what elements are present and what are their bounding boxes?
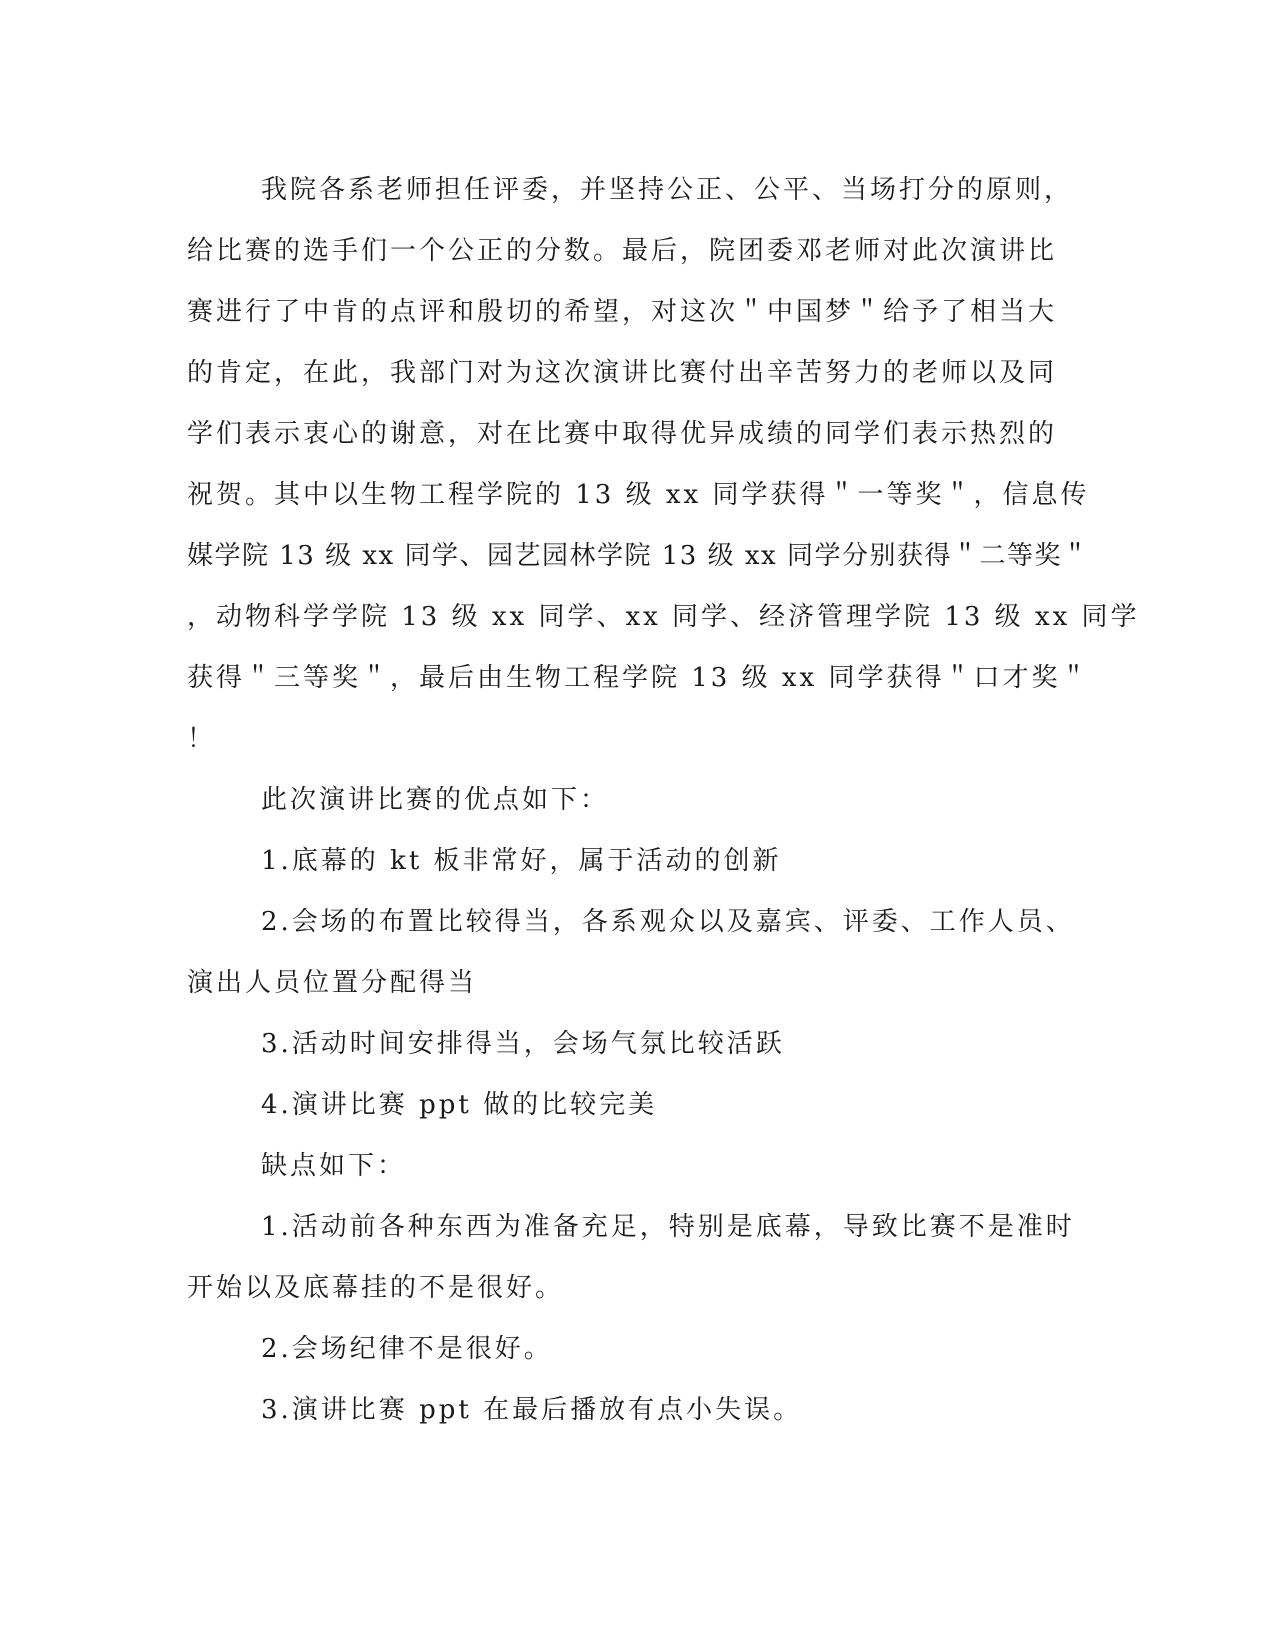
document-body — [187, 160, 1140, 1441]
advantage-item-2 — [187, 892, 1075, 1014]
paragraph-line: 我院各系老师担任评委，并坚持公正、公平、当场打分的原则， — [261, 175, 1074, 205]
paragraph-line: 演出人员位置分配得当 — [187, 968, 478, 998]
paragraph-line: 学们表示衷心的谢意，对在比赛中取得优异成绩的同学们表示热烈的 — [187, 419, 1058, 449]
paragraph-line: 祝贺。其中以生物工程学院的 13 级 xx 同学获得＂一等奖＂，信息传 — [187, 480, 1090, 510]
summary-paragraph — [187, 160, 1140, 770]
paragraph-line: 的肯定，在此，我部门对为这次演讲比赛付出辛苦努力的老师以及同 — [187, 358, 1058, 388]
disadvantages-heading: 缺点如下： — [261, 1151, 407, 1181]
paragraph-line: 2.会场的布置比较得当，各系观众以及嘉宾、评委、工作人员、 — [261, 907, 1075, 937]
paragraph-line: ！ — [187, 724, 217, 754]
disadvantage-item-3: 3.演讲比赛 ppt 在最后播放有点小失误。 — [261, 1395, 803, 1425]
paragraph-line: ，动物科学学院 13 级 xx 同学、xx 同学、经济管理学院 13 级 xx 同学 — [187, 602, 1140, 632]
paragraph-line: 赛进行了中肯的点评和殷切的希望，对这次＂中国梦＂给予了相当大 — [187, 297, 1058, 327]
advantage-item-4: 4.演讲比赛 ppt 做的比较完美 — [261, 1090, 658, 1120]
paragraph-line: 媒学院 13 级 xx 同学、园艺园林学院 13 级 xx 同学分别获得＂二等奖＂ — [187, 541, 1090, 571]
paragraph-line: 获得＂三等奖＂，最后由生物工程学院 13 级 xx 同学获得＂口才奖＂ — [187, 663, 1090, 693]
advantage-item-1: 1.底幕的 kt 板非常好，属于活动的创新 — [261, 846, 782, 876]
paragraph-line: 开始以及底幕挂的不是很好。 — [187, 1273, 565, 1303]
advantages-heading: 此次演讲比赛的优点如下： — [261, 785, 610, 815]
advantage-item-3: 3.活动时间安排得当，会场气氛比较活跃 — [261, 1029, 785, 1059]
paragraph-line: 给比赛的选手们一个公正的分数。最后，院团委邓老师对此次演讲比 — [187, 236, 1058, 266]
disadvantage-item-2: 2.会场纪律不是很好。 — [261, 1334, 553, 1364]
disadvantage-item-1 — [187, 1197, 1075, 1319]
paragraph-line: 1.活动前各种东西为准备充足，特别是底幕，导致比赛不是准时 — [261, 1212, 1075, 1242]
